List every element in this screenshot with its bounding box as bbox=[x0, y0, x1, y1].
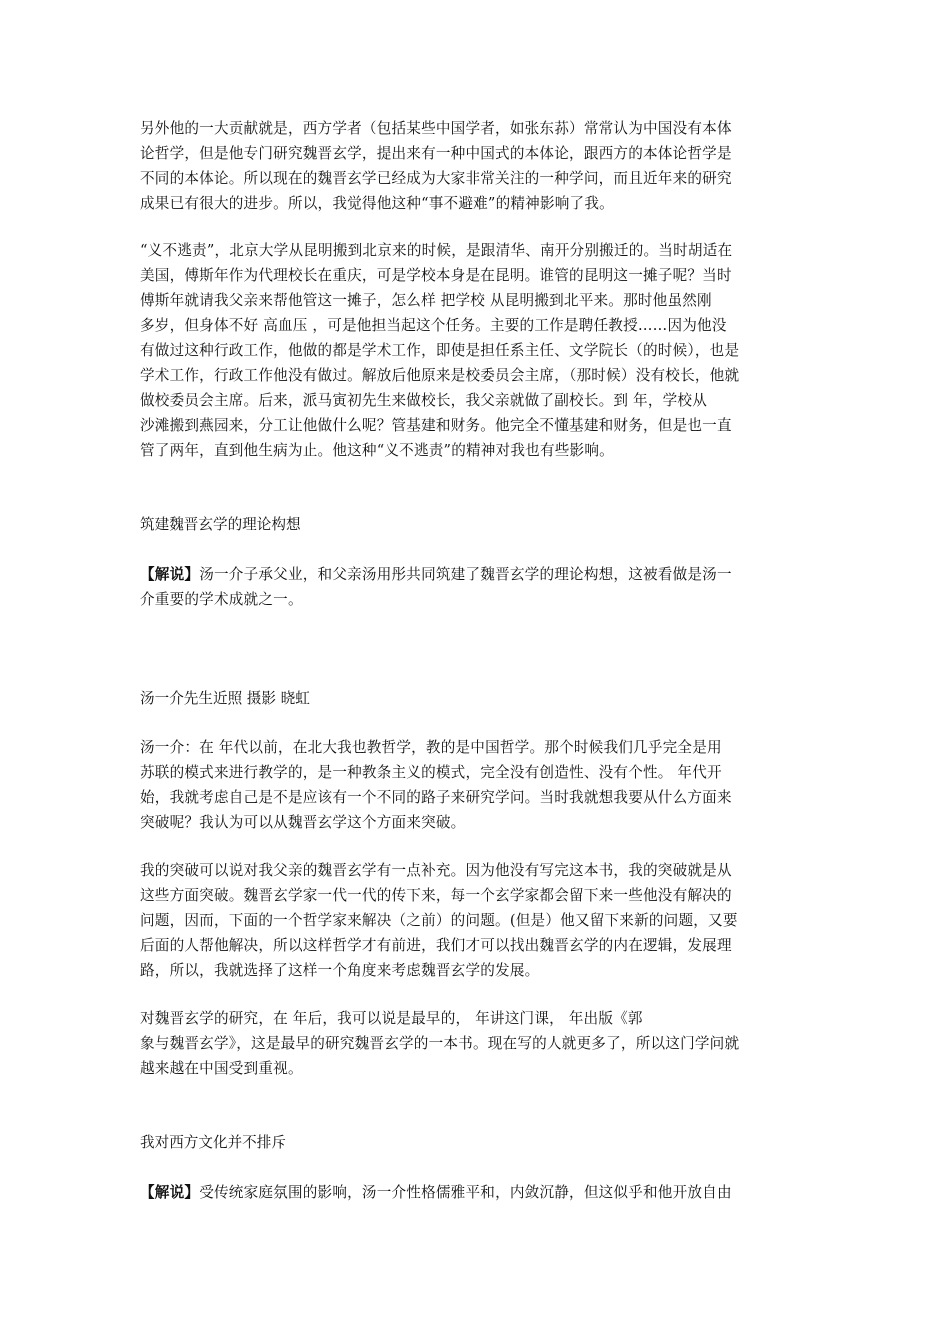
text-line: 问题，因而，下面的一个哲学家来解决（之前）的问题。(但是）他又留下来新的问题，又要 bbox=[140, 912, 738, 929]
paragraph-interview-start bbox=[140, 735, 820, 835]
paragraph-responsibility bbox=[140, 238, 820, 463]
text-line: 沙滩搬到燕园来，分工让他做什么呢？管基建和财务。他完全不懂基建和财务，但是也一直 bbox=[140, 417, 732, 434]
commentary-label: 【解说】 bbox=[140, 1184, 200, 1201]
text-line: 苏联的模式来进行教学的，是一种教条主义的模式，完全没有创造性、没有个性。 年代开 bbox=[140, 764, 722, 781]
commentary-text: 受传统家庭氛围的影响，汤一介性格儒雅平和，内敛沉静，但这似乎和他开放自由 bbox=[199, 1184, 732, 1201]
text-line: 汤一介：在 年代以前，在北大我也教哲学，教的是中国哲学。那个时候我们几乎完全是用 bbox=[140, 739, 722, 756]
text-line: 不同的本体论。所以现在的魏晋玄学已经成为大家非常关注的一种学问，而且近年来的研究 bbox=[140, 170, 732, 187]
text-line: 另外他的一大贡献就是，西方学者（包括某些中国学者，如张东荪）常常认为中国没有本体 bbox=[140, 120, 732, 137]
text-line: 越来越在中国受到重视。 bbox=[140, 1060, 303, 1077]
section-heading: 筑建魏晋玄学的理论构想 bbox=[140, 516, 301, 533]
text-line: 做校委员会主席。后来，派马寅初先生来做校长，我父亲就做了副校长。到 年，学校从 bbox=[140, 392, 708, 409]
photo-caption: 汤一介先生近照 摄影 晓虹 bbox=[140, 690, 310, 707]
text-line: 始，我就考虑自己是不是应该有一个不同的路子来研究学问。当时我就想我要从什么方面来 bbox=[140, 789, 732, 806]
paragraph-contribution bbox=[140, 116, 820, 216]
text-line: 管了两年，直到他生病为止。他这种“义不逃责”的精神对我也有些影响。 bbox=[140, 442, 614, 459]
text-line: 我的突破可以说对我父亲的魏晋玄学有一点补充。因为他没有写完这本书，我的突破就是从 bbox=[140, 862, 732, 879]
paragraph-breakthrough bbox=[140, 858, 820, 983]
text-line: 后面的人帮他解决，所以这样哲学才有前进，我们才可以找出魏晋玄学的内在逻辑，发展理 bbox=[140, 937, 732, 954]
text-line: 介重要的学术成就之一。 bbox=[140, 591, 303, 608]
text-line: 成果已有很大的进步。所以，我觉得他这种“事不避难”的精神影响了我。 bbox=[140, 195, 614, 212]
text-line: 论哲学，但是他专门研究魏晋玄学，提出来有一种中国式的本体论，跟西方的本体论哲学是 bbox=[140, 145, 732, 162]
text-line: 这些方面突破。魏晋玄学家一代一代的传下来，每一个玄学家都会留下来一些他没有解决的 bbox=[140, 887, 732, 904]
text-line: 美国，傅斯年作为代理校长在重庆，可是学校本身是在昆明。谁管的昆明这一摊子呢？当时 bbox=[140, 267, 732, 284]
text-line: 路，所以，我就选择了这样一个角度来考虑魏晋玄学的发展。 bbox=[140, 962, 540, 979]
text-line: 有做过这种行政工作，他做的都是学术工作，即使是担任系主任、文学院长（的时候），也是 bbox=[140, 342, 740, 359]
text-line: 对魏晋玄学的研究，在 年后，我可以说是最早的， 年讲这门课， 年出版《郭 bbox=[140, 1010, 643, 1027]
text-line bbox=[140, 562, 820, 587]
text-line bbox=[140, 1180, 820, 1205]
commentary-theory bbox=[140, 562, 820, 612]
commentary-text: 汤一介子承父业，和父亲汤用彤共同筑建了魏晋玄学的理论构想，这被看做是汤一 bbox=[199, 566, 732, 583]
section-heading: 我对西方文化并不排斥 bbox=[140, 1134, 286, 1151]
commentary-label: 【解说】 bbox=[140, 566, 200, 583]
text-line: 象与魏晋玄学》，这是最早的研究魏晋玄学的一本书。现在写的人就更多了，所以这门学问就 bbox=[140, 1035, 740, 1052]
commentary-western-culture bbox=[140, 1180, 820, 1205]
text-line: “义不逃责”，北京大学从昆明搬到北京来的时候，是跟清华、南开分别搬迁的。当时胡适在 bbox=[140, 242, 733, 259]
text-line: 多岁，但身体不好 高血压 ，可是他担当起这个任务。主要的工作是聘任教授……因为他没 bbox=[140, 317, 727, 334]
text-line: 学术工作，行政工作他没有做过。解放后他原来是校委员会主席，（那时候）没有校长，他就 bbox=[140, 367, 740, 384]
text-line: 突破呢？我认为可以从魏晋玄学这个方面来突破。 bbox=[140, 814, 466, 831]
text-line: 傅斯年就请我父亲来帮他管这一摊子，怎么样 把学校 从昆明搬到北平来。那时他虽然刚 bbox=[140, 292, 712, 309]
paragraph-research-history bbox=[140, 1006, 820, 1081]
